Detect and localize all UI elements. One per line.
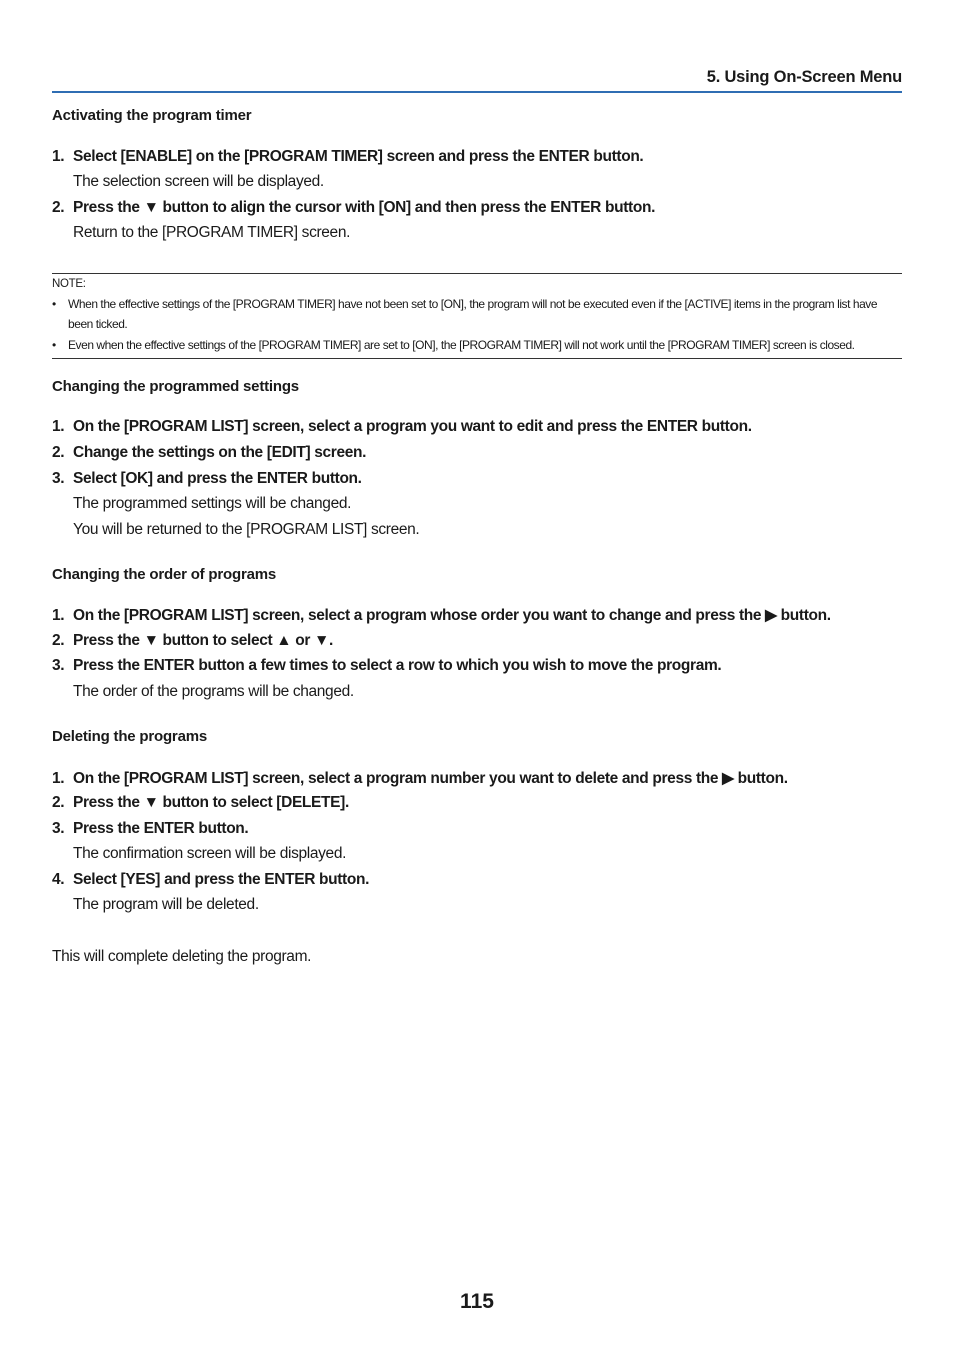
- step-2: [52, 444, 366, 462]
- manual-page: [52, 0, 902, 1348]
- step-3: [52, 820, 248, 838]
- section-title-change-settings: Changing the programmed settings: [52, 378, 299, 395]
- step-text: Select [OK] and press the ENTER button.: [73, 470, 362, 487]
- step-2: [52, 794, 349, 812]
- completion-text: This will complete deleting the program.: [52, 948, 312, 965]
- note-item: [52, 294, 902, 334]
- step-1: [52, 769, 788, 788]
- step-number: 2.: [52, 199, 65, 216]
- step-text: Press the ▼ button to select ▲ or ▼.: [73, 632, 333, 649]
- step-text: Press the ENTER button.: [73, 820, 249, 837]
- step-4: [52, 871, 369, 889]
- note-text: Even when the effective settings of the [PROGRAM TIMER] are set to [ON], the [PROGRAM TIMER] will not work until the [PROGRAM TIMER] screen is closed.: [68, 338, 855, 352]
- step-text: Change the settings on the [EDIT] screen.: [73, 444, 367, 461]
- bullet-icon: •: [52, 338, 56, 352]
- step-result: The programmed settings will be changed.: [73, 495, 352, 512]
- section-title-activate: Activating the program timer: [52, 107, 252, 124]
- step-number: 1.: [52, 607, 65, 624]
- bullet-icon: •: [52, 297, 56, 311]
- step-number: 2.: [52, 632, 65, 649]
- step-result: The program will be deleted.: [73, 896, 259, 913]
- step-number: 1.: [52, 148, 65, 165]
- step-2: [52, 199, 655, 217]
- step-number: 3.: [52, 657, 65, 674]
- note-label: NOTE:: [52, 278, 86, 290]
- step-number: 1.: [52, 770, 65, 787]
- note-box: [52, 273, 902, 359]
- step-result: The order of the programs will be changed.: [73, 683, 354, 700]
- step-text: On the [PROGRAM LIST] screen, select a program you want to edit and press the ENTER button.: [73, 418, 752, 435]
- note-item: [52, 335, 855, 355]
- step-number: 3.: [52, 820, 65, 837]
- step-number: 4.: [52, 871, 65, 888]
- step-result: The confirmation screen will be displayed.: [73, 845, 347, 862]
- step-1: [52, 418, 752, 436]
- step-3: [52, 657, 721, 675]
- step-text: Press the ▼ button to align the cursor with [ON] and then press the ENTER button.: [73, 199, 656, 216]
- step-1: [52, 606, 831, 625]
- step-text: On the [PROGRAM LIST] screen, select a program number you want to delete and press the ▶ button.: [73, 770, 788, 787]
- step-number: 2.: [52, 794, 65, 811]
- step-2: [52, 632, 333, 650]
- step-text: Select [YES] and press the ENTER button.: [73, 871, 370, 888]
- step-text: Select [ENABLE] on the [PROGRAM TIMER] screen and press the ENTER button.: [73, 148, 644, 165]
- note-text: When the effective settings of the [PROGRAM TIMER] have not been set to [ON], the program will not be executed even if the [ACTIVE] items in the program list have been ticked.: [68, 297, 878, 331]
- step-number: 2.: [52, 444, 65, 461]
- step-1: [52, 148, 643, 166]
- step-number: 1.: [52, 418, 65, 435]
- chapter-header: 5. Using On-Screen Menu: [52, 68, 902, 93]
- step-text: On the [PROGRAM LIST] screen, select a program whose order you want to change and press the ▶ button.: [73, 607, 831, 624]
- step-result: The selection screen will be displayed.: [73, 173, 324, 190]
- step-number: 3.: [52, 470, 65, 487]
- section-title-delete: Deleting the programs: [52, 728, 207, 745]
- step-result: Return to the [PROGRAM TIMER] screen.: [73, 224, 351, 241]
- step-3: [52, 470, 362, 488]
- page-number: 115: [460, 1290, 494, 1313]
- section-title-change-order: Changing the order of programs: [52, 566, 277, 583]
- step-text: Press the ▼ button to select [DELETE].: [73, 794, 349, 811]
- step-text: Press the ENTER button a few times to select a row to which you wish to move the program.: [73, 657, 722, 674]
- step-result: You will be returned to the [PROGRAM LIST] screen.: [73, 521, 420, 538]
